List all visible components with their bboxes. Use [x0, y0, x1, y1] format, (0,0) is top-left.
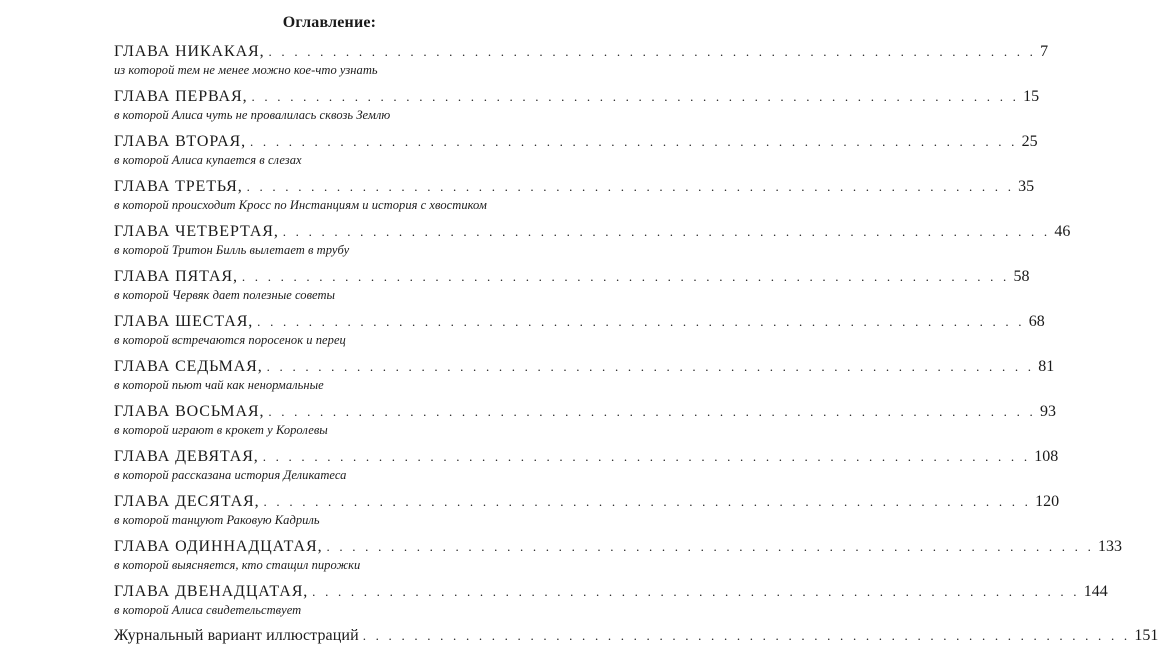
chapter-subtitle: в которой Алиса чуть не провалилась сквозь Землю	[114, 108, 391, 122]
chapter-title: ГЛАВА ЧЕТВЕРТАЯ,	[114, 223, 279, 240]
chapter-subtitle: в которой Алиса купается в слезах	[114, 153, 302, 167]
chapter-title: ГЛАВА ПЯТАЯ,	[114, 268, 238, 285]
toc-entry[interactable]	[114, 446, 1059, 491]
toc-entry-line	[114, 131, 1038, 153]
toc-entry[interactable]	[114, 86, 1040, 131]
chapter-title: ГЛАВА ТРЕТЬЯ,	[114, 178, 243, 195]
chapter-subtitle: в которой рассказана история Деликатеса	[114, 468, 347, 482]
dot-leader: . . . . . . . . . . . . . . . . . . . . . . . . . . . . . . . . . . . . . . . . . . . . . . . . . . . . . . . . . . . .	[263, 494, 1032, 509]
dot-leader: . . . . . . . . . . . . . . . . . . . . . . . . . . . . . . . . . . . . . . . . . . . . . . . . . . . . . . . . . . . .	[282, 224, 1051, 239]
chapter-subtitle: в которой происходит Кросс по Инстанциям и история с хвостиком	[114, 198, 487, 212]
dot-leader: . . . . . . . . . . . . . . . . . . . . . . . . . . . . . . . . . . . . . . . . . . . . . . . . . . . . . . . . . . . .	[268, 404, 1036, 419]
chapter-title: ГЛАВА ВТОРАЯ,	[114, 133, 247, 150]
chapter-title: ГЛАВА ДЕВЯТАЯ,	[114, 448, 259, 465]
toc-entry-line	[114, 581, 1108, 603]
dot-leader: . . . . . . . . . . . . . . . . . . . . . . . . . . . . . . . . . . . . . . . . . . . . . . . . . . . . . . . . . . . .	[257, 314, 1025, 329]
page-number: 81	[1038, 358, 1055, 375]
toc-entry-line	[114, 266, 1030, 288]
page-number: 35	[1018, 178, 1035, 195]
toc-entry[interactable]	[114, 311, 1045, 356]
chapter-title: ГЛАВА ВОСЬМАЯ,	[114, 403, 265, 420]
page-number: 46	[1054, 223, 1071, 240]
dot-leader: . . . . . . . . . . . . . . . . . . . . . . . . . . . . . . . . . . . . . . . . . . . . . . . . . . . . . . . . . . . .	[251, 89, 1020, 104]
chapter-subtitle: в которой играют в крокет у Королевы	[114, 423, 328, 437]
chapter-subtitle: в которой танцуют Раковую Кадриль	[114, 513, 320, 527]
toc-entry[interactable]	[114, 491, 1060, 536]
chapter-subtitle: из которой тем не менее можно кое-что узнать	[114, 63, 378, 77]
dot-leader: . . . . . . . . . . . . . . . . . . . . . . . . . . . . . . . . . . . . . . . . . . . . . . . . . . . . . . . . . . . .	[326, 539, 1095, 554]
chapter-subtitle: в которой выясняется, кто стащил пирожки	[114, 558, 361, 572]
toc-entry-line	[114, 41, 1049, 63]
toc-entry-line	[114, 221, 1071, 243]
toc-heading: Оглавление:	[282, 14, 377, 31]
page-number: 108	[1034, 448, 1059, 465]
dot-leader: . . . . . . . . . . . . . . . . . . . . . . . . . . . . . . . . . . . . . . . . . . . . . . . . . . . . . . . . . . . .	[312, 584, 1080, 599]
toc-entry-line	[114, 446, 1059, 468]
toc-entry[interactable]	[114, 131, 1038, 176]
page-number: 151	[1134, 627, 1158, 644]
page-number: 133	[1098, 538, 1123, 555]
toc-entry[interactable]	[114, 221, 1071, 266]
page-number: 144	[1083, 583, 1108, 600]
chapter-title: ГЛАВА ДЕСЯТАЯ,	[114, 493, 260, 510]
page-number: 25	[1021, 133, 1038, 150]
dot-leader: . . . . . . . . . . . . . . . . . . . . . . . . . . . . . . . . . . . . . . . . . . . . . . . . . . . . . . . . . . . .	[362, 628, 1131, 643]
toc-list	[114, 41, 1123, 626]
toc-entry-line	[114, 401, 1056, 423]
page-number: 15	[1023, 88, 1040, 105]
toc-entry[interactable]	[114, 536, 1123, 581]
toc-entry[interactable]	[114, 266, 1030, 311]
chapter-title: ГЛАВА ПЕРВАЯ,	[114, 88, 248, 105]
dot-leader: . . . . . . . . . . . . . . . . . . . . . . . . . . . . . . . . . . . . . . . . . . . . . . . . . . . . . . . . . . . .	[246, 179, 1015, 194]
chapter-title: ГЛАВА ОДИННАДЦАТАЯ,	[114, 538, 323, 555]
toc-entry-line	[114, 356, 1055, 378]
chapter-subtitle: в которой Алиса свидетельствует	[114, 603, 302, 617]
chapter-title: ГЛАВА ДВЕНАДЦАТАЯ,	[114, 583, 309, 600]
toc-entry-illustrations[interactable]	[114, 625, 1158, 647]
toc-entry[interactable]	[114, 401, 1056, 446]
dot-leader: . . . . . . . . . . . . . . . . . . . . . . . . . . . . . . . . . . . . . . . . . . . . . . . . . . . . . . . . . . . .	[250, 134, 1018, 149]
page-number: 120	[1035, 493, 1060, 510]
chapter-subtitle: в которой пьют чай как ненормальные	[114, 378, 324, 392]
chapter-subtitle: в которой встречаются поросенок и перец	[114, 333, 346, 347]
toc-entry-line	[114, 536, 1123, 558]
chapter-subtitle: в которой Тритон Билль вылетает в трубу	[114, 243, 350, 257]
chapter-title: ГЛАВА СЕДЬМАЯ,	[114, 358, 263, 375]
toc-entry[interactable]	[114, 356, 1055, 401]
page-number: 68	[1028, 313, 1045, 330]
page-number: 93	[1039, 403, 1056, 420]
toc-entry[interactable]	[114, 581, 1108, 626]
toc-entry-line	[114, 86, 1040, 108]
page-number: 58	[1013, 268, 1030, 285]
dot-leader: . . . . . . . . . . . . . . . . . . . . . . . . . . . . . . . . . . . . . . . . . . . . . . . . . . . . . . . . . . . .	[268, 44, 1037, 59]
toc-entry[interactable]	[114, 41, 1049, 86]
toc-entry-line	[114, 176, 1035, 198]
chapter-title: ГЛАВА ШЕСТАЯ,	[114, 313, 254, 330]
dot-leader: . . . . . . . . . . . . . . . . . . . . . . . . . . . . . . . . . . . . . . . . . . . . . . . . . . . . . . . . . . . .	[266, 359, 1035, 374]
chapter-subtitle: в которой Червяк дает полезные советы	[114, 288, 336, 302]
chapter-title: ГЛАВА НИКАКАЯ,	[114, 43, 265, 60]
page-number: 7	[1040, 43, 1049, 60]
toc-entry-line	[114, 311, 1045, 333]
toc-entry[interactable]	[114, 176, 1035, 221]
dot-leader: . . . . . . . . . . . . . . . . . . . . . . . . . . . . . . . . . . . . . . . . . . . . . . . . . . . . . . . . . . . .	[262, 449, 1031, 464]
toc-entry-line	[114, 491, 1060, 513]
illustrations-title: Журнальный вариант иллюстраций	[114, 627, 359, 644]
dot-leader: . . . . . . . . . . . . . . . . . . . . . . . . . . . . . . . . . . . . . . . . . . . . . . . . . . . . . . . . . . . .	[241, 269, 1010, 284]
